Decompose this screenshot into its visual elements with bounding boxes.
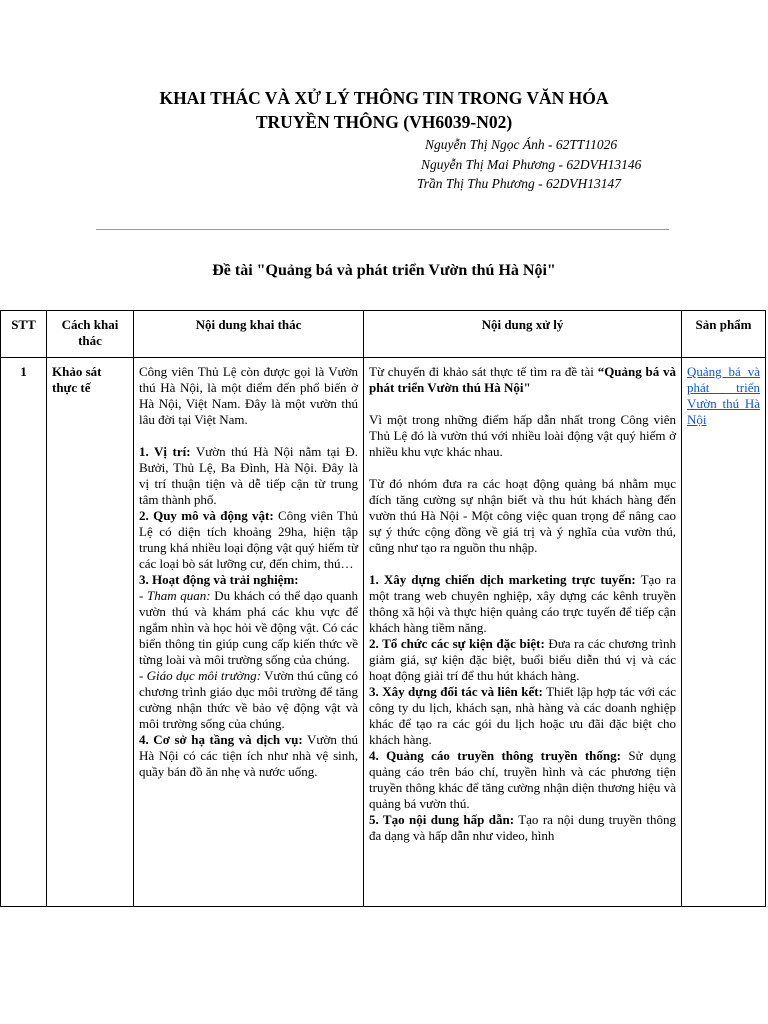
subsection-text: Du khách có thể dạo quanh vườn thú và khám phá các khu vực để ngắm nhìn và học hỏi về động vật. Có các biển thông tin giúp cung cấp kiến thức về từng loài và môi trường sống của chúng. bbox=[139, 588, 359, 667]
header-method: Cách khai thác bbox=[47, 311, 134, 358]
process-item-partners bbox=[369, 684, 676, 748]
exploit-subsection-visit bbox=[139, 588, 358, 668]
item-heading: 5. Tạo nội dung hấp dẫn: bbox=[369, 812, 515, 827]
item-text: Đưa ra các chương trình giảm giá, sự kiện đặc biệt, buổi biểu diễn thú vị và các hoạt động giải trí để thu hút khách hàng. bbox=[369, 636, 676, 683]
item-text: Tạo ra một trang web chuyên nghiệp, xây dựng các kênh truyền thông xã hội và thực hiện quảng cáo trực tuyến để tiếp cận khách hàng tiềm năng. bbox=[369, 572, 677, 635]
header-stt: STT bbox=[1, 311, 47, 358]
cell-product bbox=[682, 358, 766, 907]
subsection-heading: - Giáo dục môi trường: bbox=[139, 668, 261, 683]
exploit-section-location bbox=[139, 444, 358, 508]
section-text: Vườn thú Hà Nội nằm tại Đ. Bưởi, Thủ Lệ, Ba Đình, Hà Nội. Đây là vị trí thuận tiện và dễ tiếp cận từ trung tâm thành phố. bbox=[139, 444, 358, 507]
process-item-traditional-ads bbox=[369, 748, 676, 812]
process-paragraph-3: Từ đó nhóm đưa ra các hoạt động quảng bá nhằm mục đích tăng cường sự nhận biết và thu hút khách hàng đến vườn thú Hà Nội - Một công việc quan trọng để nâng cao sự ý thức cộng đồng về giá trị và ý nghĩa của vườn thú, cũng như tạo ra nguồn thu nhập. bbox=[369, 476, 676, 555]
section-text: Vườn thú Hà Nội có các tiện ích như nhà vệ sinh, quầy bán đồ ăn nhẹ và nước uống. bbox=[139, 732, 358, 779]
table-row bbox=[1, 358, 766, 907]
topic-heading: Đề tài "Quảng bá và phát triển Vườn thú Hà Nội" bbox=[212, 262, 556, 279]
process-intro-topic: “Quảng bá và phát triển Vườn thú Hà Nội" bbox=[369, 364, 677, 395]
header-process-content: Nội dung xử lý bbox=[364, 311, 682, 358]
item-heading: 3. Xây dựng đối tác và liên kết: bbox=[369, 684, 543, 699]
item-text: Thiết lập hợp tác với các công ty du lịch, khách sạn, nhà hàng và các doanh nghiệp khác để tạo ra các gói du lịch hoặc ưu đãi đặc biệt cho khách hàng. bbox=[369, 684, 676, 747]
process-paragraph-2: Vì một trong những điểm hấp dẫn nhất trong Công viên Thủ Lệ đó là vườn thú với nhiều loài động vật quý hiếm ở nhiều khu vực khác nhau. bbox=[369, 412, 676, 459]
cell-process-content bbox=[364, 358, 682, 907]
author-3: Trần Thị Thu Phương - 62DVH13147 bbox=[417, 176, 621, 191]
author-2: Nguyễn Thị Mai Phương - 62DVH13146 bbox=[421, 157, 642, 172]
item-heading: 1. Xây dựng chiến dịch marketing trực tuyến: bbox=[369, 572, 636, 587]
horizontal-divider bbox=[96, 229, 669, 230]
author-1: Nguyễn Thị Ngọc Ánh - 62TT11026 bbox=[425, 137, 618, 152]
section-heading: 3. Hoạt động và trải nghiệm: bbox=[139, 572, 299, 587]
document-title-line2: TRUYỀN THÔNG (VH6039-N02) bbox=[255, 112, 513, 132]
exploit-section-activities bbox=[139, 572, 358, 588]
item-text: Sử dụng quảng cáo trên báo chí, truyền hình và các phương tiện truyền thông khác để tăng cường nhận diện thương hiệu và quảng bá vườn thú. bbox=[369, 748, 676, 811]
item-heading: 2. Tổ chức các sự kiện đặc biệt: bbox=[369, 636, 545, 651]
exploit-subsection-education bbox=[139, 668, 358, 732]
section-text: Công viên Thủ Lệ có diện tích khoảng 29ha, hiện tập trung khá nhiều loại động vật quý hiếm từ các loại bò sát lưỡng cư, đến chim, thú… bbox=[139, 508, 358, 571]
item-heading: 4. Quảng cáo truyền thông truyền thống: bbox=[369, 748, 621, 763]
section-heading: 1. Vị trí: bbox=[139, 444, 191, 459]
subsection-heading: - Tham quan: bbox=[139, 588, 211, 603]
cell-exploit-content bbox=[134, 358, 364, 907]
section-heading: 2. Quy mô và động vật: bbox=[139, 508, 274, 523]
content-table bbox=[0, 310, 766, 907]
header-product: Sản phẩm bbox=[682, 311, 766, 358]
product-link[interactable]: Quảng bá và phát triển Vườn thú Hà Nội bbox=[687, 364, 760, 427]
cell-method: Khảo sát thực tế bbox=[47, 358, 134, 907]
exploit-section-scale bbox=[139, 508, 358, 572]
exploit-intro: Công viên Thủ Lệ còn được gọi là Vườn thú Hà Nội, là một điểm đến phổ biến ở Hà Nội, Việt Nam. Đây là một vườn thú lâu đời tại Việt Nam. bbox=[139, 364, 358, 427]
cell-stt: 1 bbox=[1, 358, 47, 907]
item-text: Tạo ra nội dung truyền thông đa dạng và hấp dẫn như video, hình bbox=[369, 812, 677, 843]
table-header-row bbox=[1, 311, 766, 358]
process-item-events bbox=[369, 636, 676, 684]
process-item-marketing bbox=[369, 572, 676, 636]
exploit-section-infrastructure bbox=[139, 732, 358, 780]
process-intro bbox=[369, 364, 676, 396]
subsection-text: Vườn thú cũng có chương trình giáo dục môi trường để tăng cường nhận thức về bảo vệ động vật và môi trường sống của chúng. bbox=[139, 668, 358, 731]
header-exploit-content: Nội dung khai thác bbox=[134, 311, 364, 358]
process-item-content bbox=[369, 812, 676, 844]
document-title-line1: KHAI THÁC VÀ XỬ LÝ THÔNG TIN TRONG VĂN HÓA bbox=[159, 88, 609, 108]
section-heading: 4. Cơ sở hạ tầng và dịch vụ: bbox=[139, 732, 303, 747]
process-intro-text: Từ chuyến đi khảo sát thực tế tìm ra đề tài bbox=[369, 364, 598, 379]
